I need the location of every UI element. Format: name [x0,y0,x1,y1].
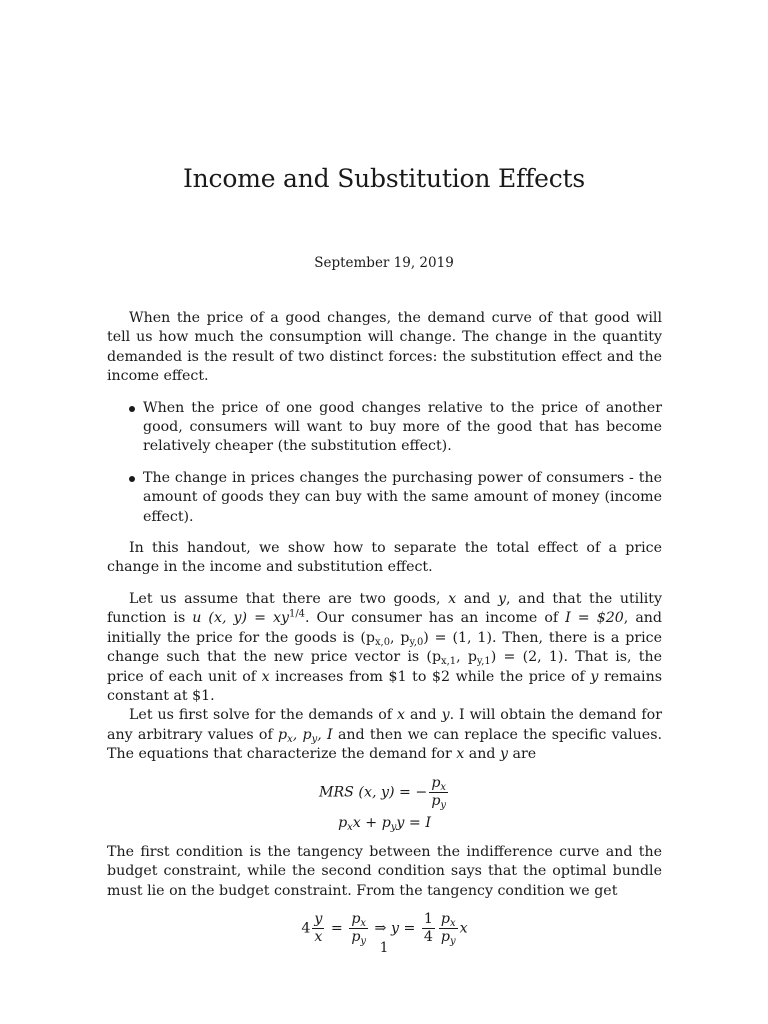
list-item-text: When the price of one good changes relative to the price of another good, consumers will want to buy more of the good that has become relatively cheaper (the substitution effect). [143,399,662,455]
solve-paragraph: Let us first solve for the demands of x and y. I will obtain the demand for any arbitrary values of $p_x$, $p_y$, I and then we can replace the specific values. The equations that characterize the demand for x and y are [107,707,663,763]
bullet-icon [129,406,135,412]
demand-equations [107,775,662,833]
document-body [107,309,662,956]
page-number: 1 [379,940,389,956]
list-item [107,469,662,527]
effects-list [107,399,662,527]
handout-paragraph: In this handout, we show how to separate the total effect of a price change in the income and substitution effect. [107,540,662,576]
document-title: Income and Substitution Effects [182,164,586,193]
document-date: September 19, 2019 [314,255,454,271]
tangency-equation: 4 $\frac{y}{x}$ = $\frac{p_x}{p_y}$ ⇒ y = $\frac{1}{4}$ $\frac{p_x}{p_y}$ x [301,911,468,948]
bullet-icon [129,476,135,482]
condition-paragraph: The first condition is the tangency between the indifference curve and the budget constraint, while the second condition says that the optimal bundle must lie on the budget constraint. From the tangency condition we get [107,843,662,899]
list-item-text: The change in prices changes the purchasing power of consumers - the amount of goods they can buy with the same amount of money (income effect). [143,469,662,525]
budget-equation: $p_xx + p_yy = I$ [338,814,431,833]
assumption-paragraph: Let us assume that there are two goods, x and y, and that the utility function is u (x, $y) = xy^{1/4}$. Our consumer has an income of I = $20, and initially the price for the goods is ($p_{x,0}$, $p_{y,0}) = (1$, 1). Then, there is a price change such that the new price vector is ($p_{x,1}$, $p_{y,1}) = (2$, 1). That is, the price of each unit of x increases from $1 to $2 while the price of y remains constant at $1. [107,590,662,704]
intro-paragraph: When the price of a good changes, the demand curve of that good will tell us how much the consumption will change. The change in the quantity demanded is the result of two distinct forces: the substitution effect and the income effect. [107,310,662,385]
mrs-equation: MRS (x, y) = − $\frac{p_x}{p_y}$ [318,774,447,811]
list-item [107,399,662,457]
